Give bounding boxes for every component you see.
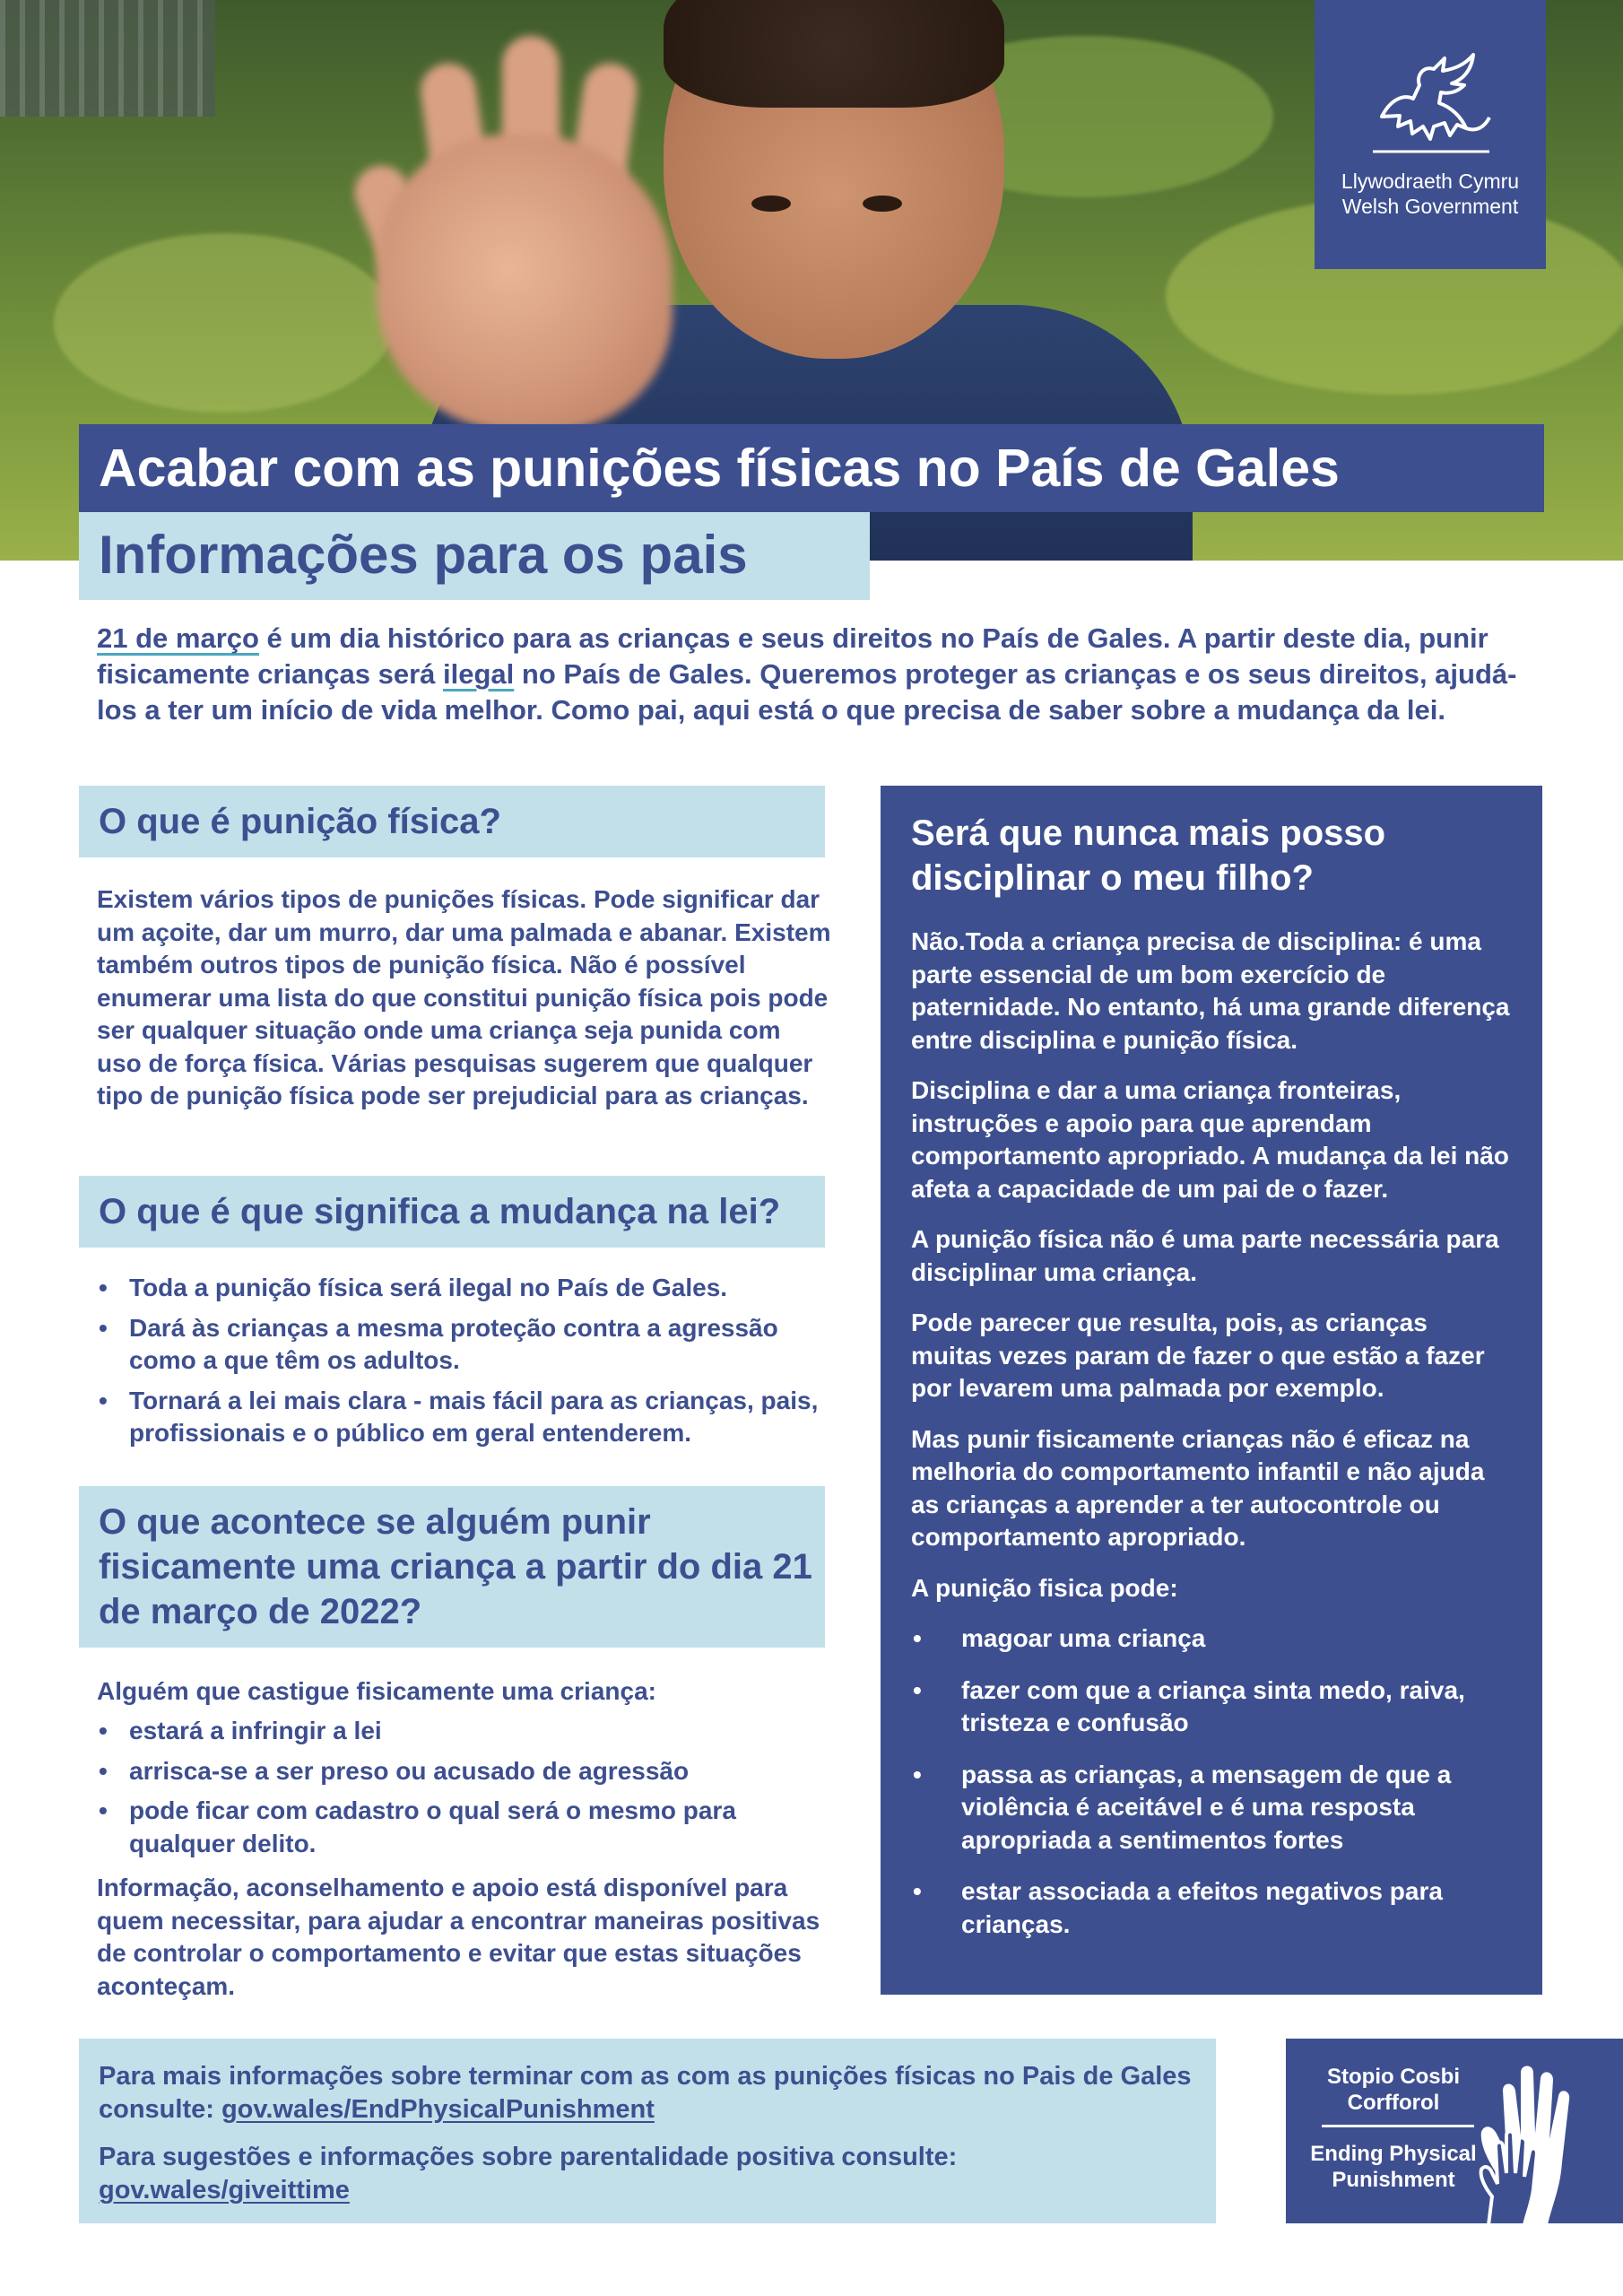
discipline-paragraph: Mas punir fisicamente crianças não é eficaz na melhoria do comportamento infantil e não ajuda as crianças a aprender a ter autocontrole ou comportamento apropriado. [911,1424,1485,1551]
page-title: Acabar com as punições físicas no País de Gales [79,424,1544,512]
hands-icon [1462,2046,1623,2225]
raised-hand [377,135,673,430]
consequences-closing: Informação, aconselhamento e apoio está disponível para quem necessitar, para ajudar a encontrar maneiras positivas de controlar o comportamento e evitar que estas situações aconteçam. [97,1874,820,2000]
logo-welsh-name: Llywodraeth Cymru [1341,170,1520,193]
logo-divider [1322,2125,1474,2127]
list-item: • magoar uma criança [911,1622,1514,1656]
campaign-welsh-name: Stopio Cosbi Corfforol [1327,2065,1460,2115]
background-grass-left [54,233,395,413]
footer-info [79,2039,1216,2223]
discipline-paragraph: A punição fisica pode: [911,1573,1178,1602]
footer-line-2 [99,2141,1194,2207]
section-text-what-is: Existem vários tipos de punições físicas. Pode significar dar um açoite, dar um murro, dar uma palmada e abanar. Existem também outros tipos de punição física. Não é possível enumerar uma lista do que constitui punição física pois pode ser qualquer situação onde uma criança seja punida com uso de força física. Várias pesquisas sugerem que qualquer tipo de punição física pode ser prejudicial para as crianças. [97,885,831,1109]
list-item: • Toda a punição física será ilegal no País de Gales. [97,1272,832,1305]
list-item: • arrisca-se a ser preso ou acusado de agressão [97,1755,832,1788]
intro-paragraph [97,621,1549,728]
end-physical-punishment-link[interactable]: gov.wales/EndPhysicalPunishment [221,2095,655,2124]
intro-illegal: ilegal [443,658,515,690]
list-item: • passa as crianças, a mensagem de que a violência é aceitável e é uma resposta apropriada a sentimentos fortes [911,1759,1514,1857]
effects-list [911,1622,1514,1941]
list-item: • fazer com que a criança sinta medo, raiva, tristeza e confusão [911,1674,1514,1740]
campaign-logo [1286,2039,1623,2223]
section-heading-consequences: O que acontece se alguém punir fisicamente uma criança a partir do dia 21 de março de 2022? [79,1486,825,1648]
list-item: • estar associada a efeitos negativos para crianças. [911,1875,1514,1941]
child-hair [664,0,1004,108]
footer-text-1: Para mais informações sobre terminar com as com as punições físicas no Pais de Gales consulte: [99,2062,1192,2124]
section-heading-what-is: O que é punição física? [79,786,825,857]
discipline-paragraph: Pode parecer que resulta, pois, as crianças muitas vezes param de fazer o que estão a fazer por levarem uma palmada por exemplo. [911,1309,1485,1402]
discipline-paragraph: Disciplina e dar a uma criança fronteiras, instruções e apoio para que aprendam comportamento apropriado. A mudança da lei não afeta a capacidade de um pai de o fazer. [911,1076,1509,1203]
section-heading-law-change: O que é que significa a mudança na lei? [79,1176,825,1248]
give-it-time-link[interactable]: gov.wales/giveittime [99,2176,350,2205]
discipline-paragraph: A punição física não é uma parte necessária para disciplinar uma criança. [911,1225,1499,1286]
discipline-heading: Será que nunca mais posso disciplinar o meu filho? [911,813,1386,898]
child-eye-right [863,196,902,212]
footer-text-2: Para sugestões e informações sobre parentalidade positiva consulte: [99,2143,958,2171]
intro-text-2: no País de Gales. Queremos proteger as crianças e os seus direitos, ajudá-los a ter um início de vida melhor. Como pai, aqui está o que precisa de saber sobre a mudança da lei. [97,658,1517,726]
consequences-list [97,1715,832,1867]
campaign-english-name: Ending Physical Punishment [1310,2142,1477,2192]
logo-english-name: Welsh Government [1341,195,1519,218]
intro-date: 21 de março [97,622,259,654]
consequences-lead: Alguém que castigue fisicamente uma criança: [97,1677,656,1705]
background-fence [0,0,215,117]
list-item: • Tornará a lei mais clara - mais fácil para as crianças, pais, profissionais e o público em geral entenderem. [97,1385,832,1450]
child-eye-left [751,196,791,212]
discipline-panel [881,786,1542,1995]
list-item: • Dará às crianças a mesma proteção contra a agressão como a que têm os adultos. [97,1312,832,1378]
welsh-government-logo [1315,0,1546,269]
footer-line-1 [99,2060,1194,2126]
page-subtitle: Informações para os pais [79,512,870,600]
discipline-paragraph: Não.Toda a criança precisa de disciplina: é uma parte essencial de um bom exercício de paternidade. No entanto, há uma grande diferença entre disciplina e punição física. [911,927,1510,1054]
law-change-list [97,1272,832,1457]
list-item: • pode ficar com cadastro o qual será o mesmo para qualquer delito. [97,1795,832,1860]
list-item: • estará a infringir a lei [97,1715,832,1748]
dragon-icon [1364,49,1498,157]
intro-text-1: é um dia histórico para as crianças e seus direitos no País de Gales. A partir deste dia, punir fisicamente crianças será [97,622,1488,690]
